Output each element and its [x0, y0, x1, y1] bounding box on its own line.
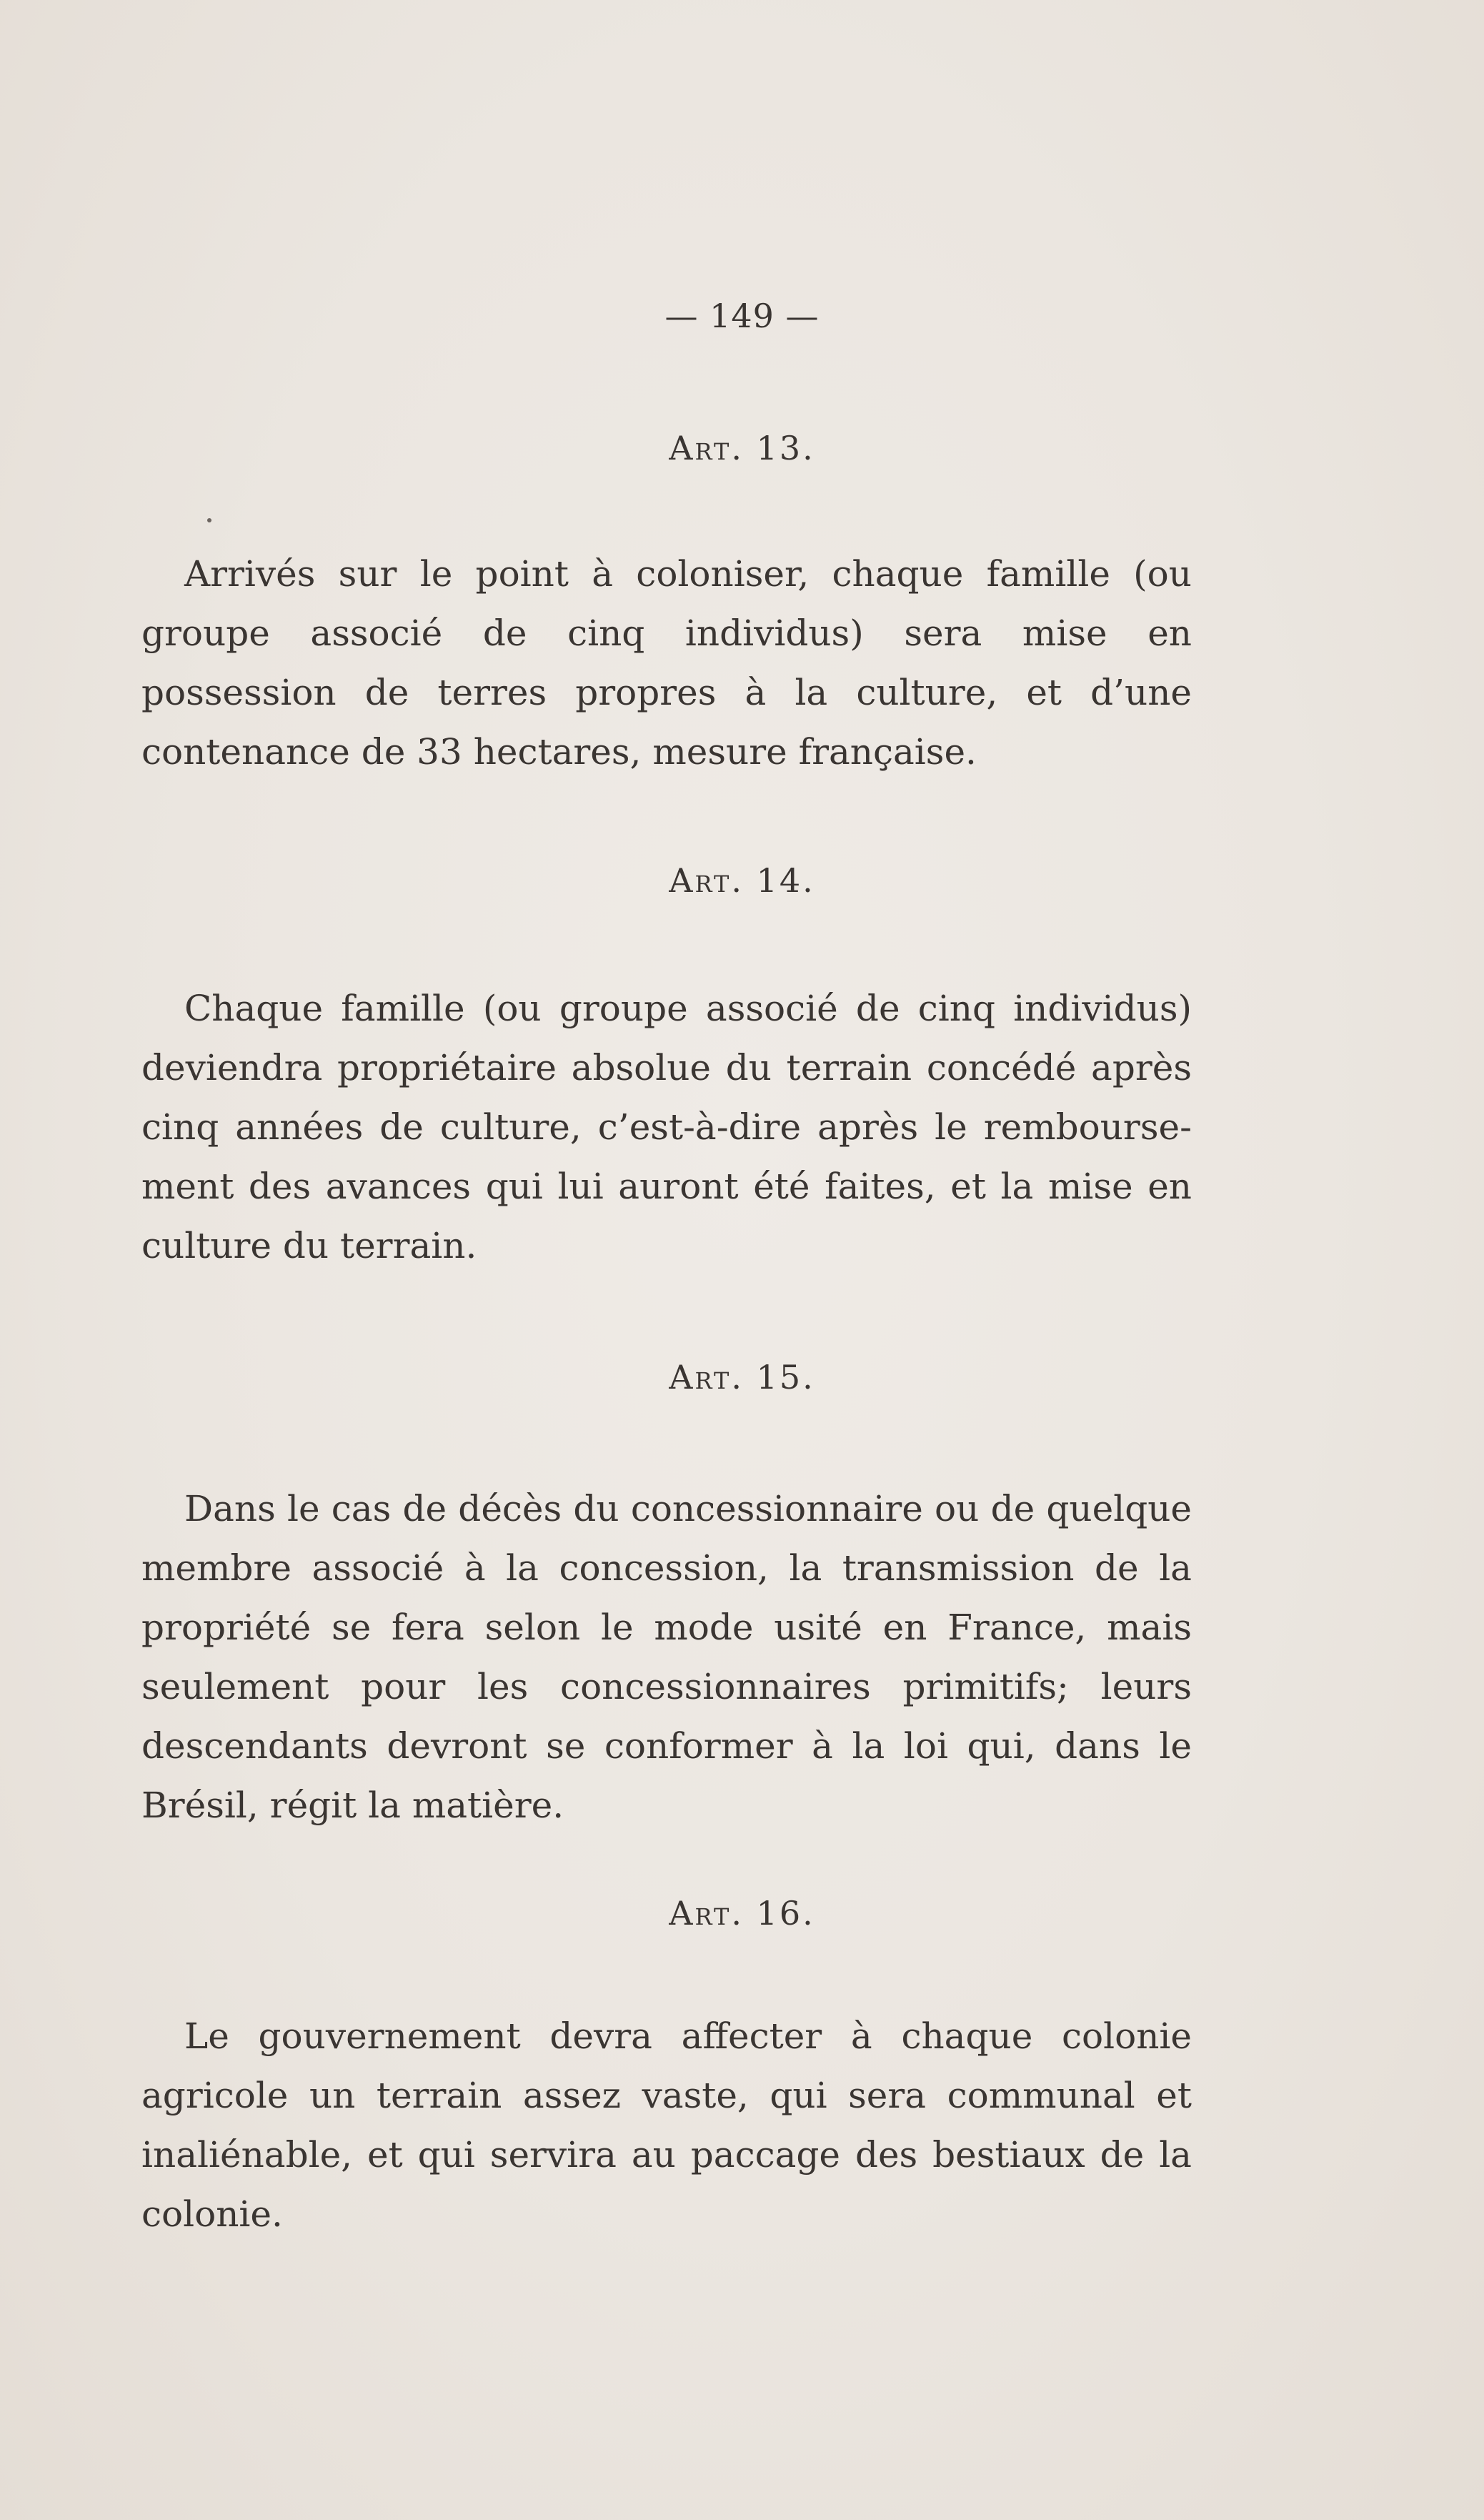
article-14-text: Chaque famille (ou groupe associé de cinq individus) deviendra propriétaire absolue du terrain concédé après cinq années de culture, c’est-à-dire après le remboursement des avances qui lui auront été faites, et la mise en culture du terrain. [141, 988, 1192, 1266]
article-16-heading: Art. 16. [669, 1894, 815, 1933]
article-14-heading: Art. 14. [669, 861, 815, 900]
article-15-text: Dans le cas de décès du concessionnaire ou de quelque membre associé à la concession, la transmission de la propriété se fera selon le mode usité en France, mais seulement pour les concessionnaires primitifs; leurs descendants devront se conformer à la loi qui, dans le Brésil, régit la matière. [141, 1488, 1192, 1826]
page-number: — 149 — [664, 297, 820, 335]
article-13-heading: Art. 13. [669, 429, 815, 467]
article-13-text: Arrivés sur le point à coloniser, chaque famille (ou groupe associé de cinq individus) sera mise en possession de terres propres à la culture, et d’une contenance de 33 hectares, mesure française. [141, 553, 1192, 773]
article-16-text: Le gouvernement devra affecter à chaque colonie agricole un terrain assez vaste, qui sera communal et inaliénable, et qui servira au paccage des bestiaux de la colonie. [141, 2015, 1192, 2235]
stray-mark [207, 518, 211, 522]
article-15-heading: Art. 15. [669, 1358, 815, 1397]
